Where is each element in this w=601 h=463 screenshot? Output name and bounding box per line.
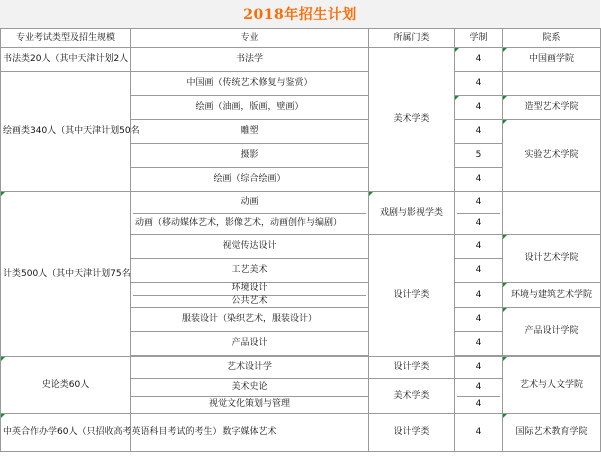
school-plastic-arts: 造型艺术学院 <box>503 96 601 120</box>
page-title: 2018年招生计划 <box>243 7 357 23</box>
header-scale: 专业考试类型及招生规模 <box>1 29 131 48</box>
years-cell: 4 <box>455 357 503 379</box>
years-cell: 4 <box>475 196 482 207</box>
major-crafts: 工艺美术 <box>131 259 369 283</box>
enrollment-table <box>0 28 601 452</box>
table-row <box>1 192 601 235</box>
department-design-3: 设计学类 <box>369 414 455 452</box>
years-cell: 4 <box>455 283 503 308</box>
years-cell: 4 <box>455 308 503 332</box>
school-chinese-painting: 中国画学院 <box>503 48 601 72</box>
group-sino-foreign: 中英合作办学60人（只招收高考英语科目考试的考生） <box>1 414 131 452</box>
header-years: 学制 <box>455 29 503 48</box>
major-visual-design: 视觉传达设计 <box>131 235 369 259</box>
school-product-design: 产品设计学院 <box>503 308 601 356</box>
group-design: 计类500人（其中天津计划75名 <box>1 192 131 357</box>
school-design: 设计艺术学院 <box>503 235 601 283</box>
school-env-architecture: 环境与建筑艺术学院 <box>503 283 601 308</box>
years-cell: 4 <box>475 381 482 392</box>
years-cell: 4 <box>455 168 503 192</box>
table-row <box>1 414 601 452</box>
major-calligraphy: 书法学 <box>131 48 369 72</box>
department-design: 设计学类 <box>369 235 455 357</box>
school-experimental-art: 实验艺术学院 <box>503 120 601 192</box>
major-fashion: 服装设计（染织艺术，服装设计） <box>131 308 369 332</box>
header-row <box>1 29 601 48</box>
table-row <box>1 72 601 96</box>
major-photography: 摄影 <box>131 144 369 168</box>
major-public-art: 公共艺术 <box>133 295 366 308</box>
years-cell: 5 <box>455 144 503 168</box>
major-sculpture: 雕塑 <box>131 120 369 144</box>
years-cell: 4 <box>455 332 503 356</box>
major-art-design-studies: 艺术设计学 <box>131 357 369 379</box>
school-chinese-painting-blank <box>503 72 601 96</box>
major-animation: 动画 <box>240 196 259 207</box>
years-cell: 4 <box>455 414 503 452</box>
header-department: 所属门类 <box>369 29 455 48</box>
years-cell: 4 <box>457 396 500 414</box>
major-animation-sub: 动画（移动媒体艺术，影像艺术，动画创作与编剧） <box>133 213 366 235</box>
years-cell: 4 <box>455 96 503 120</box>
years-cell: 4 <box>455 259 503 283</box>
title-band <box>0 0 600 29</box>
years-cell: 4 <box>455 48 503 72</box>
department-fine-arts: 美术学类 <box>369 48 455 192</box>
department-design-2: 设计学类 <box>369 357 455 379</box>
header-major: 专业 <box>131 29 369 48</box>
years-history-cell <box>455 379 503 414</box>
years-cell: 4 <box>457 213 500 235</box>
years-cell: 4 <box>455 120 503 144</box>
major-environment: 环境设计 <box>231 283 268 294</box>
years-cell: 4 <box>455 72 503 96</box>
years-cell: 4 <box>455 235 503 259</box>
major-painting-comprehensive: 绘画（综合绘画） <box>131 168 369 192</box>
years-animation-cell <box>455 192 503 235</box>
group-calligraphy: 书法类20人（其中天津计划2人 <box>1 48 131 72</box>
table-row <box>1 357 601 379</box>
major-visual-culture: 视觉文化策划与管理 <box>131 396 369 414</box>
major-art-history: 美术史论 <box>131 379 369 397</box>
department-fine-arts-2: 美术学类 <box>369 379 455 414</box>
department-drama-film: 戏剧与影视学类 <box>369 192 455 235</box>
major-environment-cell <box>131 283 369 308</box>
major-digital-media: 数字媒体艺术 <box>131 414 369 452</box>
school-humanities: 艺术与人文学院 <box>503 357 601 414</box>
header-school: 院系 <box>503 29 601 48</box>
major-animation-cell <box>131 192 369 235</box>
major-chinese-painting: 中国画（传统艺术修复与鉴赏） <box>131 72 369 96</box>
school-animation-blank <box>503 192 601 235</box>
group-history: 史论类60人 <box>1 357 131 414</box>
group-painting: 绘画类340人（其中天津计划50名 <box>1 72 131 192</box>
major-product: 产品设计 <box>131 332 369 356</box>
school-intl-education: 国际艺术教育学院 <box>503 414 601 452</box>
major-painting-media: 绘画（油画，版画，壁画） <box>131 96 369 120</box>
table-row <box>1 48 601 72</box>
